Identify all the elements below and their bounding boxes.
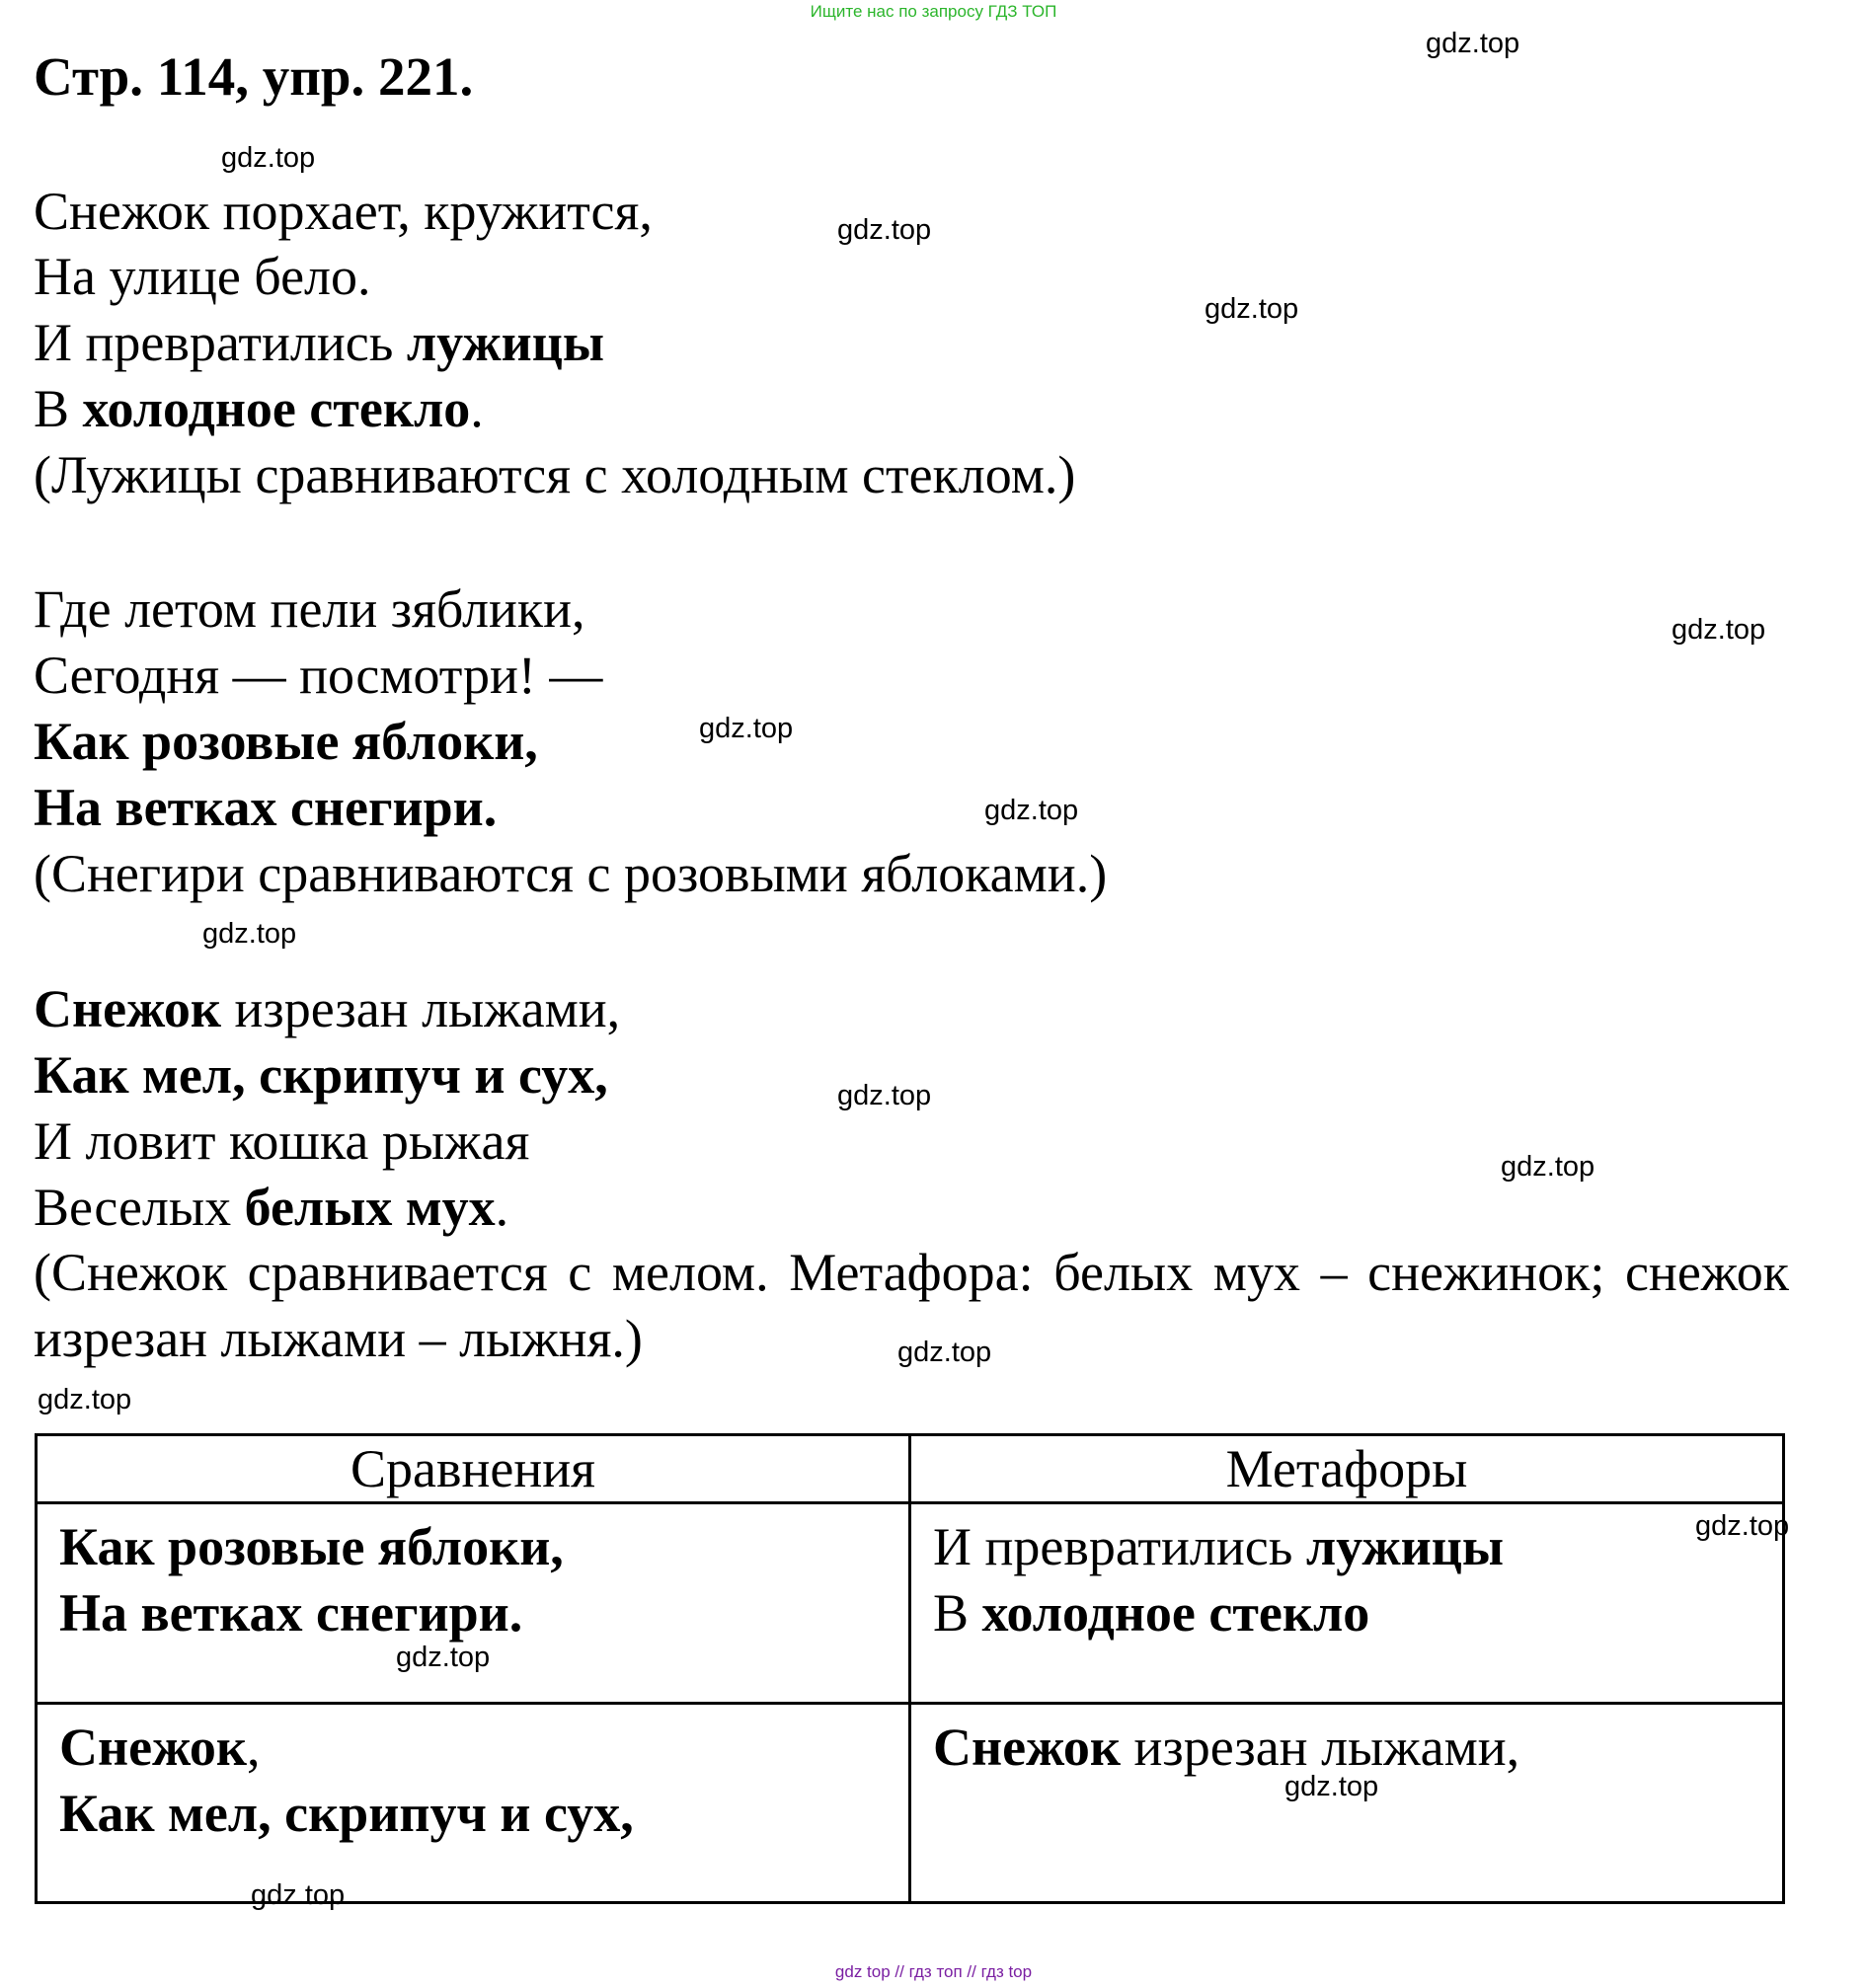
poem1-note: (Лужицы сравниваются с холодным стеклом.) — [34, 445, 1076, 504]
table-header-row — [37, 1435, 1784, 1503]
poem3-line4: Веселых белых мух. — [34, 1178, 509, 1237]
cell-comparison-2: Снежок, Как мел, скрипуч и сух, — [37, 1703, 910, 1903]
watermark: gdz.top — [837, 1080, 932, 1111]
watermark: gdz.top — [1672, 614, 1766, 646]
poem3-line3: И ловит кошка рыжая — [34, 1111, 530, 1171]
header-metaphors: Метафоры — [910, 1435, 1784, 1503]
watermark: gdz.top — [897, 1337, 992, 1368]
watermark: gdz.top — [38, 1384, 132, 1415]
watermark: gdz.top — [984, 795, 1079, 826]
table-row — [37, 1503, 1784, 1704]
watermark: gdz.top — [202, 918, 297, 950]
poem2-note: (Снегири сравниваются с розовыми яблоками.) — [34, 844, 1108, 903]
header-comparisons: Сравнения — [37, 1435, 910, 1503]
comparison-table — [35, 1433, 1785, 1904]
poem3-line2: Как мел, скрипуч и сух, — [34, 1045, 608, 1105]
poem3-line1: Снежок изрезан лыжами, — [34, 979, 621, 1038]
poem3-note: (Снежок сравнивается с мелом. Метафора: белых мух – снежинок; снежок изрезан лыжами – лыжня.) — [34, 1243, 1789, 1368]
watermark: gdz.top — [1205, 293, 1299, 325]
poem2-line2: Сегодня — посмотри! — — [34, 646, 603, 705]
top-banner: Ищите нас по запросу ГДЗ ТОП — [810, 2, 1057, 21]
poem1-line1: Снежок порхает, кружится, — [34, 182, 653, 241]
poem1-line2: На улице бело. — [34, 247, 371, 306]
footer-links: gdz top // гдз топ // гдз top — [834, 1962, 1033, 1981]
cell-metaphor-2: Снежок изрезан лыжами, — [910, 1703, 1784, 1903]
watermark: gdz.top — [1284, 1771, 1379, 1802]
watermark: gdz.top — [396, 1642, 491, 1673]
poem1-line3: И превратились лужицы — [34, 313, 605, 372]
poem2-line4: На ветках снегири. — [34, 778, 498, 837]
poem2-line3: Как розовые яблоки, — [34, 712, 538, 771]
watermark: gdz.top — [699, 713, 794, 744]
watermark: gdz.top — [1501, 1151, 1595, 1183]
watermark: gdz.top — [1695, 1510, 1790, 1542]
watermark: gdz.top — [221, 142, 316, 174]
watermark: gdz.top — [251, 1879, 346, 1911]
watermark: gdz.top — [837, 214, 932, 246]
table-row — [37, 1703, 1784, 1903]
cell-comparison-1: Как розовые яблоки, На ветках снегири. — [37, 1503, 910, 1704]
exercise-heading: Стр. 114, упр. 221. — [34, 46, 474, 107]
poem1-line4: В холодное стекло. — [34, 379, 484, 438]
watermark: gdz.top — [1426, 28, 1520, 59]
poem2-line1: Где летом пели зяблики, — [34, 579, 585, 639]
cell-metaphor-1: И превратились лужицы В холодное стекло — [910, 1503, 1784, 1704]
